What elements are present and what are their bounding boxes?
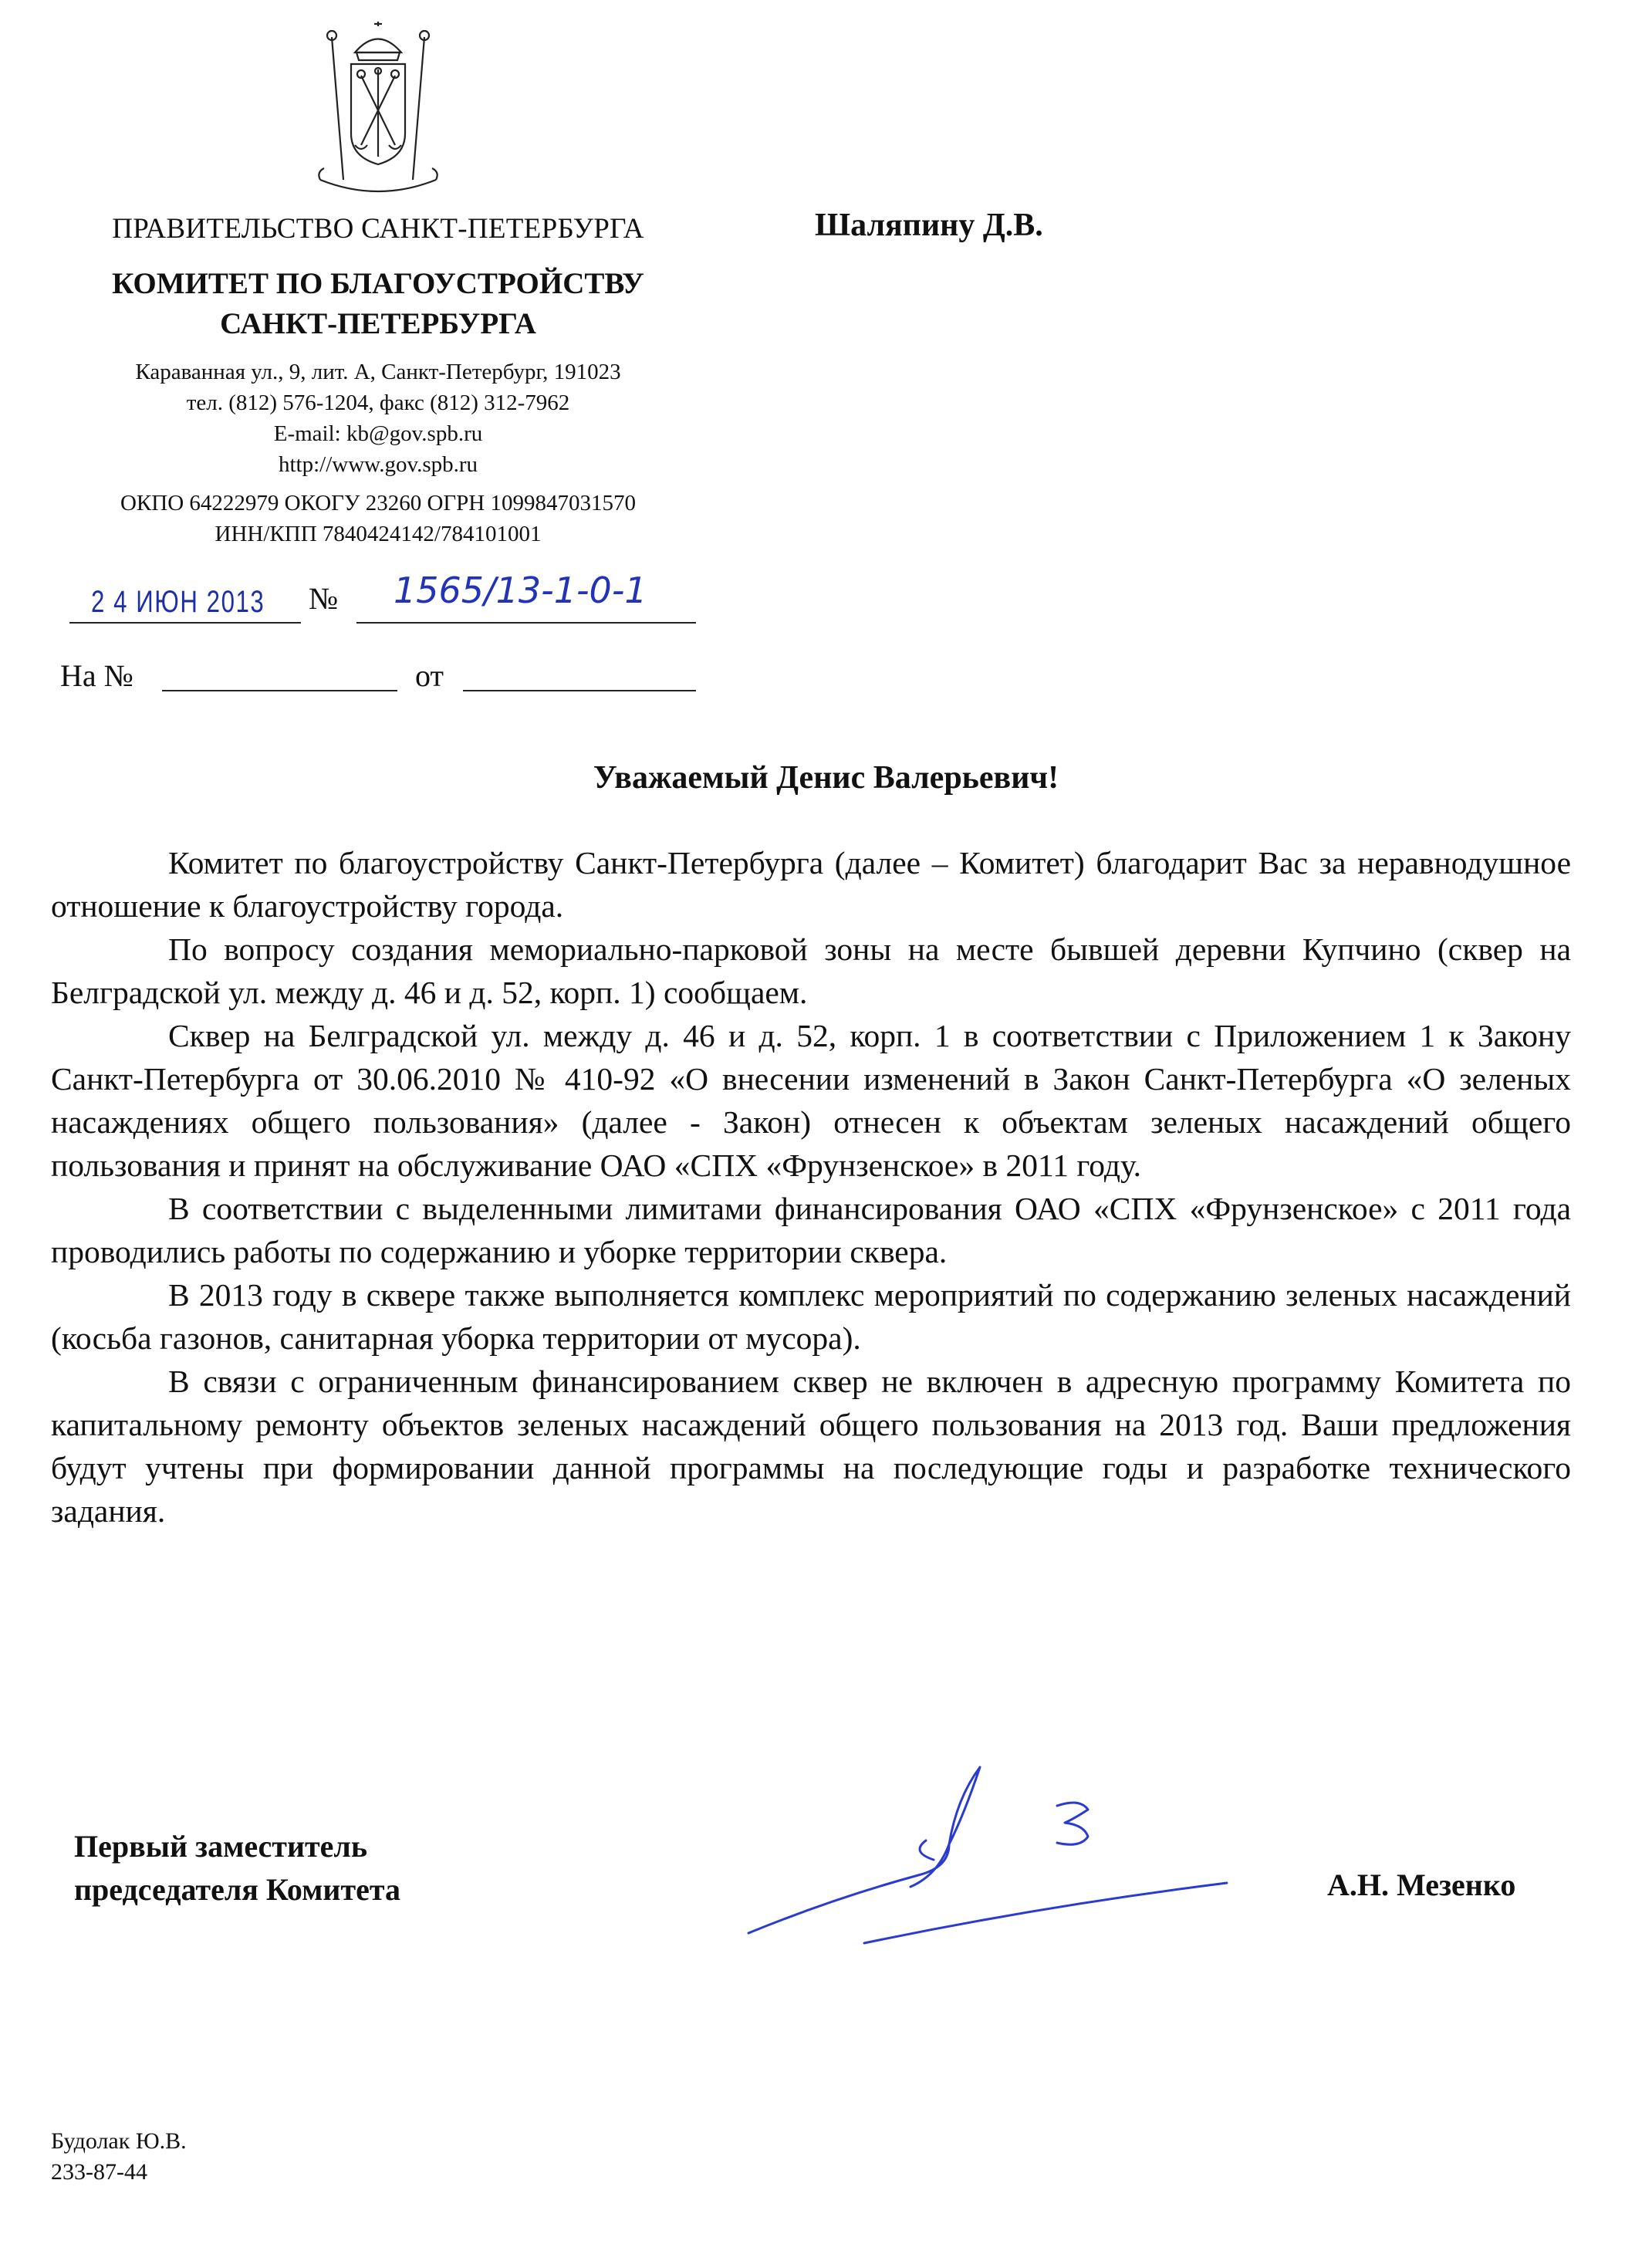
- signatory-title-line1: Первый заместитель: [74, 1829, 367, 1864]
- codes-line2: ИНН/КПП 7840424142/784101001: [215, 522, 542, 546]
- codes-line1: ОКПО 64222979 ОКОГУ 23260 ОГРН 1099847031570: [120, 491, 636, 515]
- government-name: ПРАВИТЕЛЬСТВО САНКТ-ПЕТЕРБУРГА: [112, 213, 644, 245]
- committee-phone: тел. (812) 576-1204, факс (812) 312-7962: [186, 390, 570, 415]
- ref-number-line: [162, 690, 397, 691]
- committee-email: E-mail: kb@gov.spb.ru: [273, 421, 483, 446]
- committee-codes: [46, 488, 710, 549]
- body-paragraph: Сквер на Белградской ул. между д. 46 и д. 52, корп. 1 в соответствии с Приложением 1 к Закону Санкт-Петербурга от 30.06.2010 № 410-92 «О внесении изменений в Закон Санкт-Петербурга «О зеленых насаждениях общего пользования» (далее - Закон) отнесен к объектам зеленых насаждений общего пользования и принят на обслуживание ОАО «СПХ «Фрунзенское» в 2011 году.: [51, 1018, 1571, 1183]
- committee-name-line2: САНКТ-ПЕТЕРБУРГА: [220, 307, 536, 340]
- date-line: [69, 622, 301, 624]
- salutation: Уважаемый Денис Валерьевич!: [593, 760, 1059, 796]
- signatory-name: А.Н. Мезенко: [1327, 1867, 1516, 1902]
- ref-number-label: На №: [60, 658, 133, 693]
- executor-name: Будолак Ю.В.: [51, 2128, 187, 2154]
- letter-body: [51, 841, 1571, 1533]
- signatory-title: [74, 1825, 400, 1911]
- number-line: [356, 622, 696, 624]
- body-paragraph: В соответствии с выделенными лимитами финансирования ОАО «СПХ «Фрунзенское» с 2011 года проводились работы по содержанию и уборке территории сквера.: [51, 1191, 1571, 1269]
- coat-of-arms-icon: [301, 22, 455, 199]
- signatory-title-line2: председателя Комитета: [74, 1872, 400, 1907]
- body-paragraph: В 2013 году в сквере также выполняется комплекс мероприятий по содержанию зеленых насаждений (косьба газонов, санитарная уборка территории от мусора).: [51, 1277, 1571, 1356]
- ref-date-line: [463, 690, 696, 691]
- committee-address: Караванная ул., 9, лит. А, Санкт-Петербург, 191023: [135, 360, 621, 384]
- committee-name: [46, 264, 710, 344]
- committee-name-line1: КОМИТЕТ ПО БЛАГОУСТРОЙСТВУ: [112, 267, 644, 300]
- number-label: №: [309, 581, 339, 616]
- handwritten-signature: [718, 1752, 1258, 1960]
- executor-info: [51, 2126, 187, 2188]
- executor-phone: 233-87-44: [51, 2159, 147, 2185]
- committee-website: http://www.gov.spb.ru: [278, 452, 478, 477]
- body-paragraph: В связи с ограниченным финансированием сквер не включен в адресную программу Комитета по капитальному ремонту объектов зеленых насаждений общего пользования на 2013 год. Ваши предложения будут учтены при формировании данной программы на последующие годы и разработке технического задания.: [51, 1364, 1571, 1529]
- committee-contacts: [46, 357, 710, 480]
- ref-from-label: от: [415, 658, 444, 693]
- addressee: Шаляпину Д.В.: [815, 208, 1043, 243]
- registration-number: 1565/13-1-0-1: [394, 570, 647, 611]
- body-paragraph: По вопросу создания мемориально-парковой зоны на месте бывшей деревни Купчино (сквер на Белградской ул. между д. 46 и д. 52, корп. 1) сообщаем.: [51, 931, 1571, 1010]
- body-paragraph: Комитет по благоустройству Санкт-Петербурга (далее – Комитет) благодарит Вас за неравнодушное отношение к благоустройству города.: [51, 845, 1571, 924]
- registration-date: 2 4 ИЮН 2013: [91, 585, 265, 619]
